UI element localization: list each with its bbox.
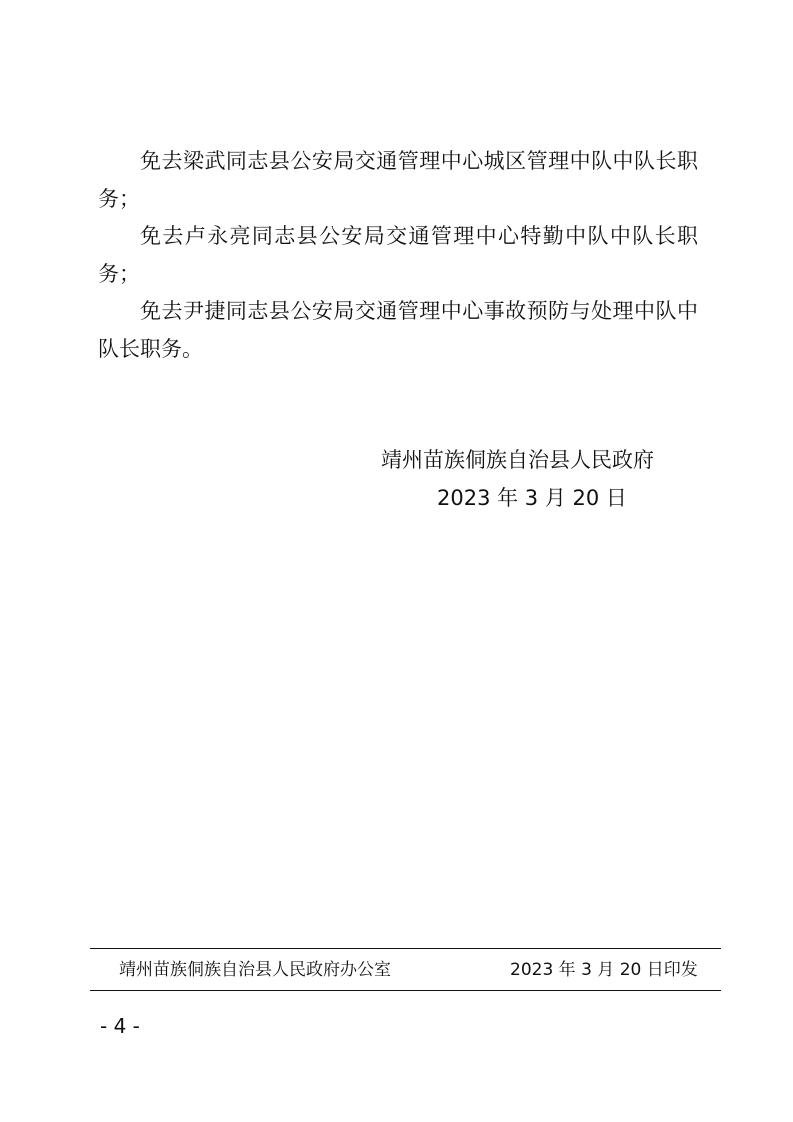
paragraph-dismissal-2: 免去卢永亮同志县公安局交通管理中心特勤中队中队长职务； xyxy=(98,224,698,286)
footer-issuer: 靖州苗族侗族自治县人民政府办公室 xyxy=(119,960,391,980)
footer-issue-date: 2023 年 3 月 20 日印发 xyxy=(510,960,698,980)
footer-top-rule xyxy=(90,948,721,949)
signature-date: 2023 年 3 月 20 日 xyxy=(437,486,627,510)
signature-organization: 靖州苗族侗族自治县人民政府 xyxy=(381,448,654,472)
page-number: - 4 - xyxy=(100,1014,140,1038)
paragraph-dismissal-1: 免去梁武同志县公安局交通管理中心城区管理中队中队长职务； xyxy=(98,149,698,211)
paragraph-dismissal-3: 免去尹捷同志县公安局交通管理中心事故预防与处理中队中队长职务。 xyxy=(98,299,698,361)
footer-bottom-rule xyxy=(90,990,721,991)
